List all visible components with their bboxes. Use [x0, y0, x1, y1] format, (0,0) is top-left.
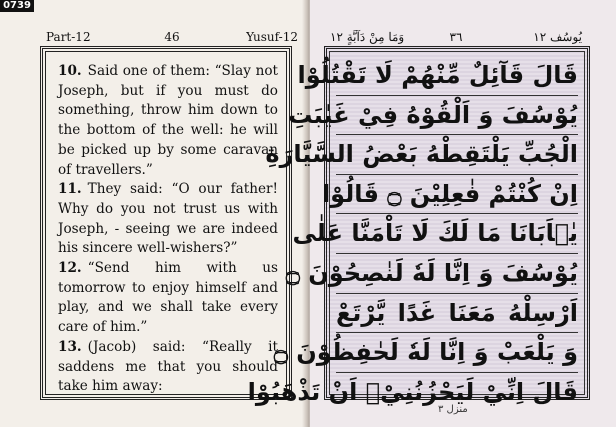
- arabic-line: يُوْسُفَ وَ اَلْقُوْهُ فِيْ غَيٰبَتِ: [336, 96, 578, 136]
- surah-label: Yusuf-12: [246, 30, 298, 44]
- arabic-frame: [247, 46, 590, 406]
- left-page: [0, 0, 306, 427]
- verse-number: 10.: [58, 63, 82, 79]
- arabic-line: يُوْسُفَ وَ اِنَّا لَهٗ لَنٰصِحُوْنَ ۝: [336, 254, 578, 294]
- arabic-line: الْجُبِّ يَلْتَقِطْهُ بَعْضُ السَّيَّارَةِ: [336, 135, 578, 175]
- translation-text: [45, 51, 287, 395]
- verse-text: They said: “O our father! Why do you not trust us with Joseph, - seeing we are indeed his sincere well-wishers?”: [58, 181, 278, 257]
- left-page-header: [46, 30, 298, 46]
- part-label: Part-12: [46, 30, 91, 44]
- arabic-line: قَالَ قَآئِلٌ مِّنْهُمْ لَا تَقْتُلُوْا: [336, 56, 578, 96]
- page-number: 46: [164, 30, 180, 44]
- verse-number: 13.: [58, 338, 82, 355]
- verse: [58, 62, 278, 180]
- arabic-line: اِنْ كُنْتُمْ فٰعِلِيْنَ ۝ قَالُوْا: [336, 175, 578, 215]
- arabic-line: قَالَ اِنِّيْ لَيَحْزُنُنِيْۤ اَنْ تَذْهَبُوْا: [247, 377, 578, 406]
- verse-text: Said one of them: “Slay not Joseph, but if you must do something, throw him down to the bottom of the well: he will be picked up by some caravan of travellers.”: [58, 63, 278, 178]
- verse-number: 11.: [58, 181, 82, 198]
- surah-label-arabic: يُوسُف ١٢: [533, 30, 582, 44]
- verse-number: 12.: [58, 260, 82, 277]
- manzil-footer: منزل ٣: [438, 404, 468, 415]
- arabic-line: يٰۤاَبَانَا مَا لَكَ لَا تَاْمَنَّا عَلٰى: [336, 214, 578, 254]
- part-label-arabic: وَمَا مِنْ دَآبَّةٍ ١٢: [330, 30, 405, 44]
- arabic-line: وَ يَلْعَبْ وَ اِنَّا لَهٗ لَحٰفِظُوْنَ ۝: [336, 333, 578, 373]
- verse: [58, 180, 278, 259]
- arabic-text: [247, 51, 585, 406]
- right-page-header: [330, 30, 582, 46]
- translation-frame: [40, 46, 292, 400]
- arabic-line: اَرْسِلْهُ مَعَنَا غَدًا يَّرْتَعْ: [336, 294, 578, 334]
- page-number-arabic: ٣٦: [449, 30, 463, 44]
- verse-text: “Send him with us tomorrow to enjoy himself and play, and we shall take every care of him.”: [58, 260, 278, 336]
- verse: [58, 259, 278, 338]
- verse: [58, 338, 278, 397]
- verse-text: (Jacob) said: “Really it saddens me that you should take him away:: [58, 338, 278, 395]
- page-id-badge: 0739: [0, 0, 34, 12]
